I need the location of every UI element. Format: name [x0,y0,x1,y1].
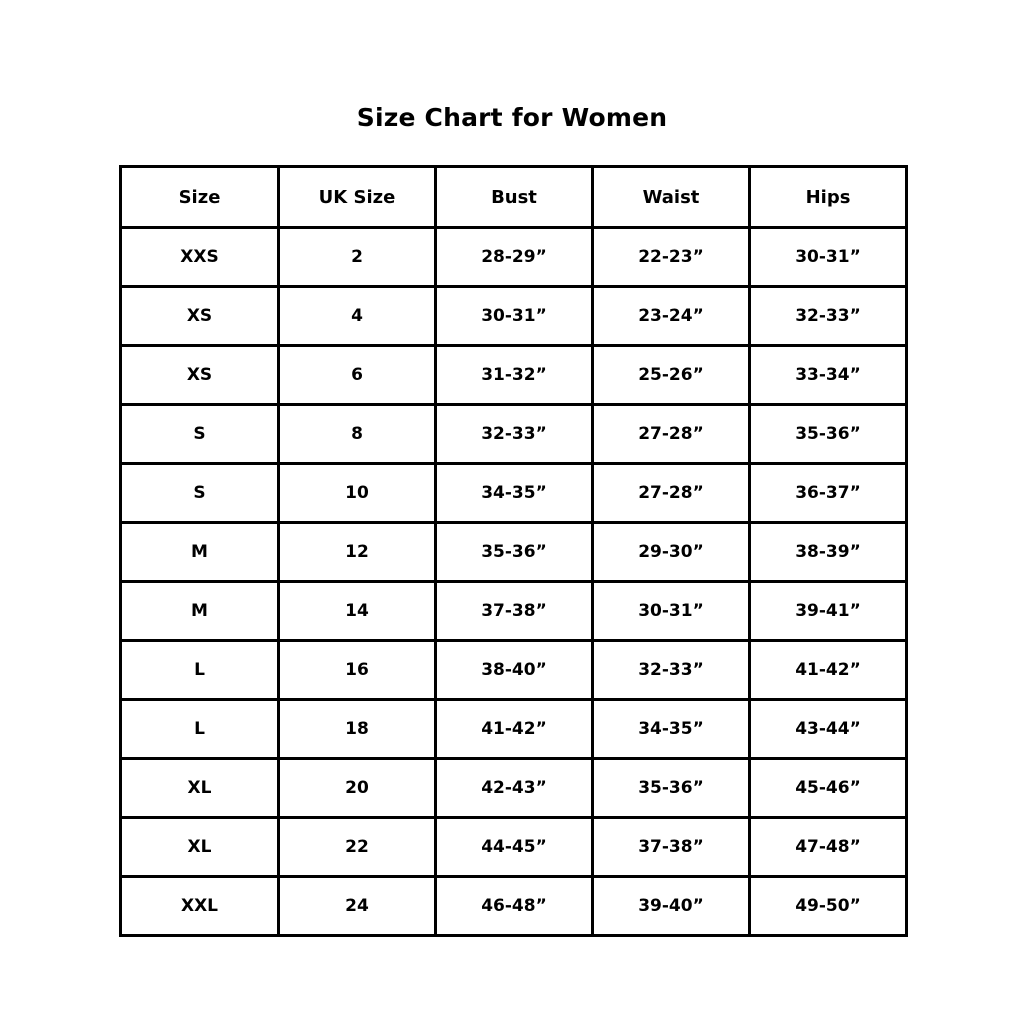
table-body [121,228,907,936]
cell-bust: 32-33” [436,405,593,464]
column-header-uk-size: UK Size [279,167,436,228]
table-row [121,287,907,346]
cell-bust: 37-38” [436,582,593,641]
cell-bust: 34-35” [436,464,593,523]
cell-hips: 36-37” [750,464,907,523]
table-row [121,346,907,405]
table-row [121,877,907,936]
cell-size: S [121,464,279,523]
cell-bust: 35-36” [436,523,593,582]
size-table-container [119,165,905,937]
column-header-hips: Hips [750,167,907,228]
cell-bust: 38-40” [436,641,593,700]
column-header-size: Size [121,167,279,228]
cell-waist: 35-36” [593,759,750,818]
cell-hips: 41-42” [750,641,907,700]
cell-size: XL [121,818,279,877]
cell-size: M [121,582,279,641]
cell-uk-size: 10 [279,464,436,523]
cell-waist: 30-31” [593,582,750,641]
cell-hips: 47-48” [750,818,907,877]
cell-uk-size: 18 [279,700,436,759]
cell-hips: 39-41” [750,582,907,641]
table-row [121,405,907,464]
cell-uk-size: 14 [279,582,436,641]
cell-uk-size: 12 [279,523,436,582]
size-table [119,165,908,937]
table-row [121,228,907,287]
cell-uk-size: 24 [279,877,436,936]
table-row [121,582,907,641]
cell-hips: 38-39” [750,523,907,582]
table-header [121,167,907,228]
cell-bust: 28-29” [436,228,593,287]
cell-waist: 25-26” [593,346,750,405]
column-header-bust: Bust [436,167,593,228]
cell-uk-size: 4 [279,287,436,346]
cell-uk-size: 8 [279,405,436,464]
cell-uk-size: 6 [279,346,436,405]
cell-size: M [121,523,279,582]
cell-size: XS [121,346,279,405]
table-row [121,523,907,582]
cell-uk-size: 20 [279,759,436,818]
cell-bust: 41-42” [436,700,593,759]
cell-waist: 27-28” [593,405,750,464]
cell-bust: 42-43” [436,759,593,818]
cell-hips: 43-44” [750,700,907,759]
cell-hips: 32-33” [750,287,907,346]
table-row [121,641,907,700]
cell-hips: 49-50” [750,877,907,936]
cell-uk-size: 22 [279,818,436,877]
cell-waist: 27-28” [593,464,750,523]
table-row [121,464,907,523]
cell-size: L [121,641,279,700]
cell-size: XS [121,287,279,346]
cell-waist: 29-30” [593,523,750,582]
cell-bust: 44-45” [436,818,593,877]
cell-size: XL [121,759,279,818]
cell-size: L [121,700,279,759]
cell-size: XXL [121,877,279,936]
table-row [121,700,907,759]
column-header-waist: Waist [593,167,750,228]
table-header-row [121,167,907,228]
cell-waist: 39-40” [593,877,750,936]
table-row [121,759,907,818]
page-title: Size Chart for Women [356,103,668,132]
cell-hips: 45-46” [750,759,907,818]
cell-waist: 23-24” [593,287,750,346]
cell-size: XXS [121,228,279,287]
cell-hips: 35-36” [750,405,907,464]
cell-bust: 30-31” [436,287,593,346]
cell-bust: 46-48” [436,877,593,936]
cell-uk-size: 2 [279,228,436,287]
cell-waist: 37-38” [593,818,750,877]
cell-waist: 32-33” [593,641,750,700]
cell-waist: 22-23” [593,228,750,287]
cell-waist: 34-35” [593,700,750,759]
table-row [121,818,907,877]
cell-size: S [121,405,279,464]
cell-hips: 33-34” [750,346,907,405]
cell-bust: 31-32” [436,346,593,405]
cell-hips: 30-31” [750,228,907,287]
cell-uk-size: 16 [279,641,436,700]
